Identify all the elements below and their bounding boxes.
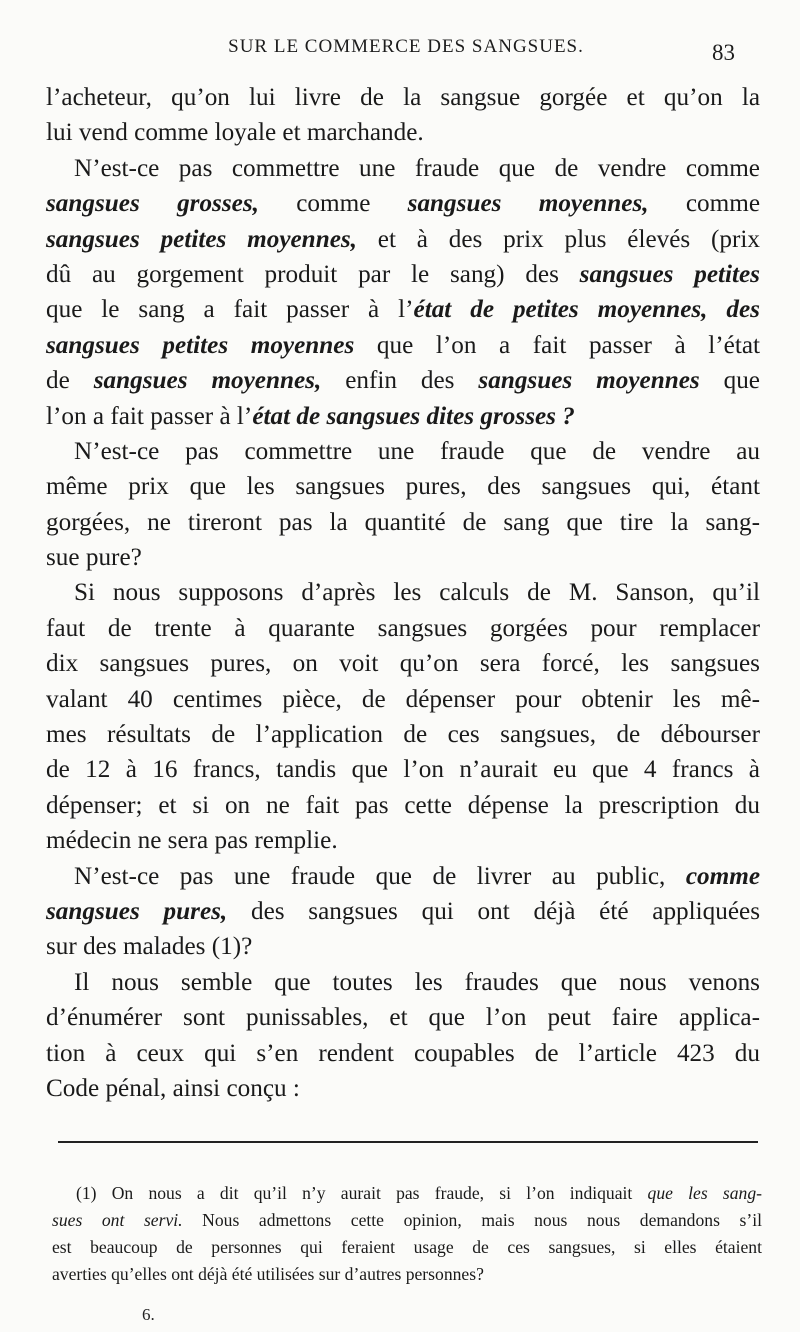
text-run: l’acheteur, qu’on lui livre de la sangsue gorgée et qu’on la <box>46 84 760 111</box>
text-run: que <box>699 367 760 395</box>
text-line <box>46 399 760 434</box>
paragraph <box>46 859 760 965</box>
text-line <box>46 434 760 469</box>
text-run: lui vend comme loyale et marchande. <box>46 119 424 147</box>
text-line <box>46 222 760 257</box>
footnote-line <box>52 1180 762 1207</box>
text-line <box>46 1071 760 1106</box>
text-run: sue pure? <box>46 544 142 572</box>
text-run: de 12 à 16 francs, tandis que l’on n’aurait eu que 4 francs à <box>46 756 760 784</box>
text-line <box>46 186 760 221</box>
text-run: dépenser; et si on ne fait pas cette dépense la prescription du <box>46 791 760 819</box>
paragraph <box>46 80 760 151</box>
text-run: comme <box>648 190 760 218</box>
text-line <box>46 717 760 752</box>
italic-text: sangsues petites <box>579 260 760 288</box>
running-title: SUR LE COMMERCE DES SANGSUES. <box>228 36 584 57</box>
text-line <box>46 1000 760 1035</box>
text-line <box>46 788 760 823</box>
text-line <box>46 929 760 964</box>
text-run: enfin des <box>321 367 479 395</box>
footnote-line <box>52 1261 762 1288</box>
text-run: mes résultats de l’application de ces sangsues, de débourser <box>46 721 760 749</box>
italic-text: état de petites moyennes, des <box>413 296 760 324</box>
text-run: tion à ceux qui s’en rendent coupables de l’article 423 du <box>46 1039 760 1067</box>
text-run: Il nous semble que toutes les fraudes que nous venons <box>74 968 760 996</box>
text-line <box>46 646 760 681</box>
italic-text: sangsues grosses, <box>46 190 259 218</box>
text-line <box>46 257 760 292</box>
text-run: N’est-ce pas une fraude que de livrer au public, <box>74 862 686 890</box>
text-run: faut de trente à quarante sangsues gorgées pour remplacer <box>46 614 760 642</box>
page-number: 83 <box>712 40 735 65</box>
text-run: d’énumérer sont punissables, et que l’on peut faire applica- <box>46 1004 760 1032</box>
text-run: sur des malades (1)? <box>46 933 253 961</box>
text-run: valant 40 centimes pièce, de dépenser pour obtenir les mê- <box>46 685 760 713</box>
text-run: Si nous supposons d’après les calculs de M. Sanson, qu’il <box>74 579 760 607</box>
footnote-divider <box>58 1141 758 1143</box>
text-run: (1) On nous a dit qu’il n’y aurait pas fraude, si l’on indiquait <box>76 1183 648 1203</box>
text-run: Nous admettons cette opinion, mais nous nous demandons s’il <box>182 1210 762 1230</box>
text-run: est beaucoup de personnes qui feraient usage de ces sangsues, si elles étaient <box>52 1237 762 1257</box>
italic-text: état de sangsues dites grosses ? <box>252 402 575 430</box>
text-line <box>46 151 760 186</box>
text-run: averties qu’elles ont déjà été utilisées sur d’autres personnes? <box>52 1264 484 1284</box>
text-line <box>46 965 760 1000</box>
italic-text: comme <box>685 862 760 890</box>
text-line <box>46 328 760 363</box>
text-run: même prix que les sangsues pures, des sangsues qui, étant <box>46 473 760 501</box>
italic-text: sangsues petites moyennes <box>46 331 355 359</box>
text-run: comme <box>258 190 408 218</box>
text-run: l’on a fait passer à l’ <box>46 402 253 430</box>
text-line <box>46 894 760 929</box>
body-text <box>46 80 760 1106</box>
italic-text: sues ont servi. <box>52 1210 183 1230</box>
text-run: de <box>46 367 94 395</box>
text-line <box>46 752 760 787</box>
paragraph <box>46 151 760 434</box>
text-line <box>46 540 760 575</box>
text-run: dix sangsues pures, on voit qu’on sera forcé, les sangsues <box>46 650 760 678</box>
text-run: Code pénal, ainsi conçu : <box>46 1074 300 1102</box>
footnote-line <box>52 1234 762 1261</box>
text-run: N’est-ce pas commettre une fraude que de vendre au <box>74 437 760 465</box>
text-line <box>46 575 760 610</box>
italic-text: sangsues moyennes, <box>407 190 649 218</box>
italic-text: que les sang- <box>647 1183 762 1203</box>
italic-text: sangsues moyennes, <box>93 367 322 395</box>
text-run: N’est-ce pas commettre une fraude que de vendre comme <box>74 154 760 182</box>
italic-text: sangsues moyennes <box>478 367 700 395</box>
footnote <box>52 1180 762 1288</box>
text-line <box>46 682 760 717</box>
text-line <box>46 859 760 894</box>
footnote-line <box>52 1207 762 1234</box>
text-line <box>46 505 760 540</box>
text-run: des sangsues qui ont déjà été appliquées <box>227 897 760 925</box>
text-line <box>46 363 760 398</box>
paragraph <box>46 575 760 858</box>
paragraph <box>46 965 760 1107</box>
text-run: que le sang a fait passer à l’ <box>46 296 414 324</box>
italic-text: sangsues petites moyennes, <box>46 225 357 253</box>
text-run: et à des prix plus élevés (prix <box>356 225 760 253</box>
text-line <box>46 823 760 858</box>
text-run: gorgées, ne tireront pas la quantité de sang que tire la sang- <box>46 508 760 536</box>
signature-mark: 6. <box>142 1305 155 1324</box>
text-run: dû au gorgement produit par le sang) des <box>46 260 580 288</box>
italic-text: sangsues pures, <box>46 897 228 925</box>
text-line <box>46 469 760 504</box>
text-run: que l’on a fait passer à l’état <box>354 331 760 359</box>
paragraph <box>46 434 760 576</box>
text-run: médecin ne sera pas remplie. <box>46 827 338 855</box>
text-line <box>46 292 760 327</box>
text-line <box>46 115 760 150</box>
text-line <box>46 80 760 115</box>
text-line <box>46 1036 760 1071</box>
text-line <box>46 611 760 646</box>
